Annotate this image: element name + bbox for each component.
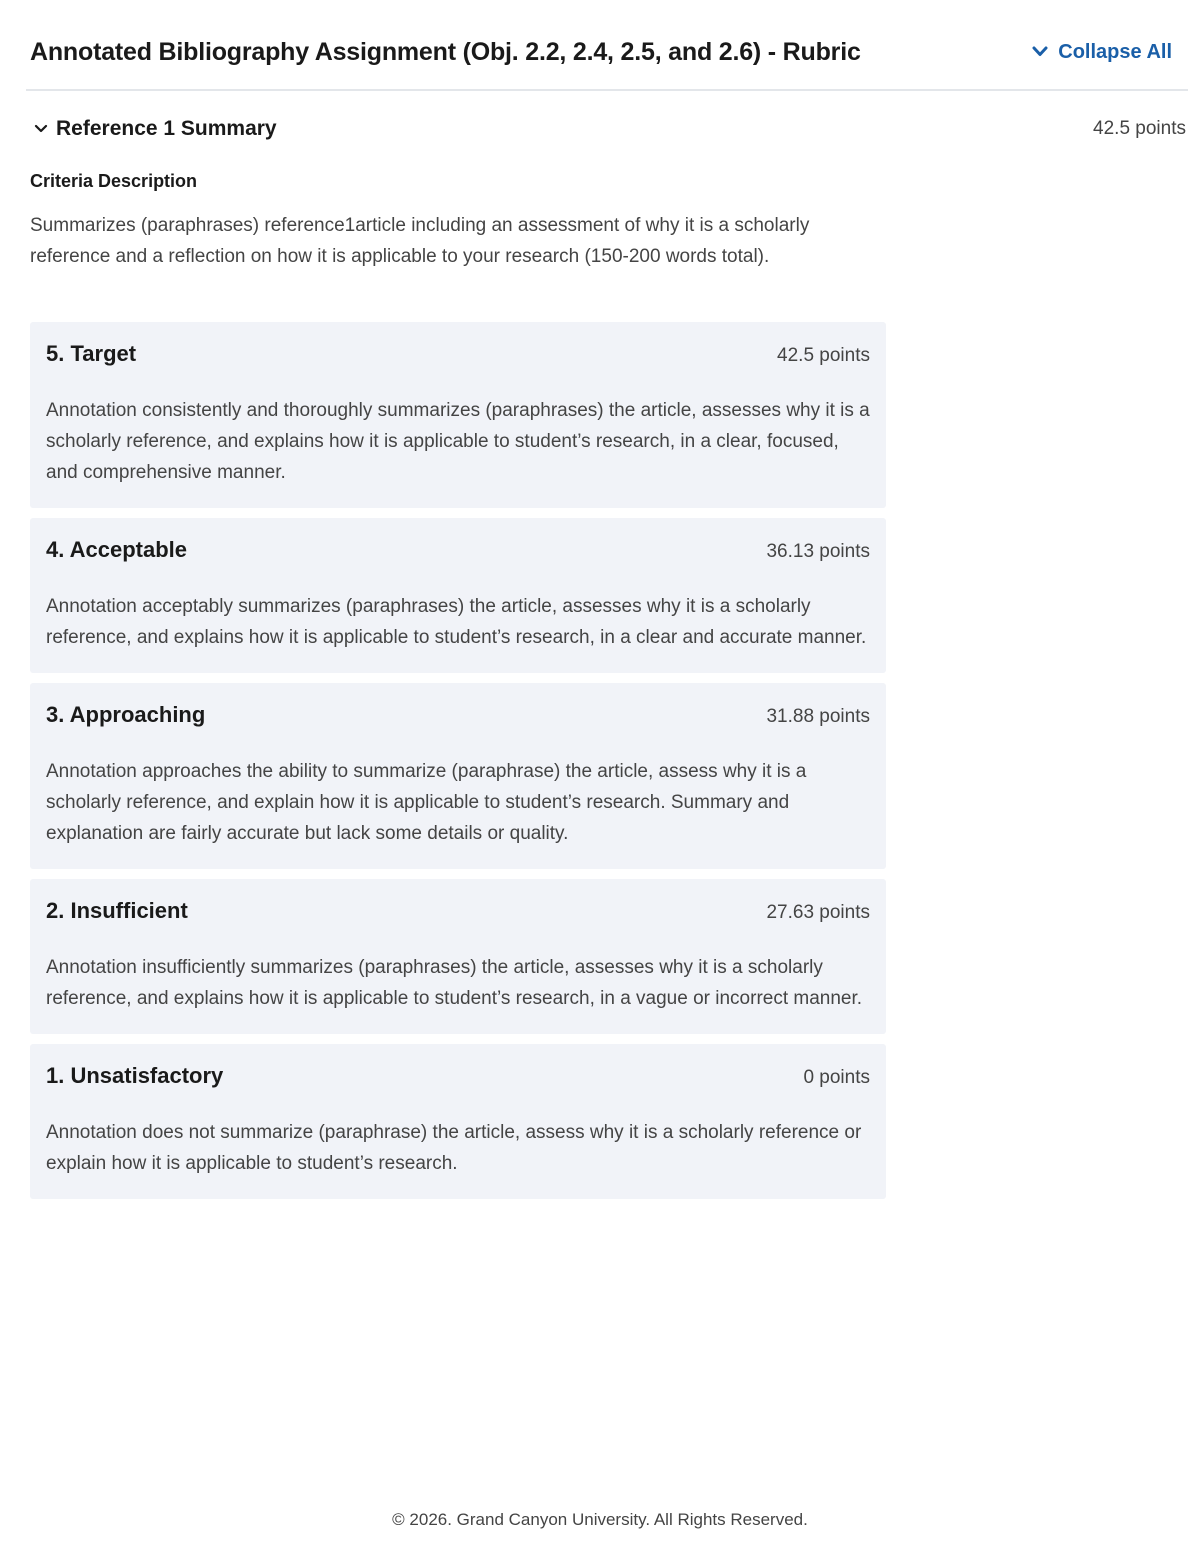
level-points: 27.63 points bbox=[766, 902, 870, 923]
rubric-header bbox=[30, 30, 1172, 74]
rubric-level-approaching bbox=[30, 683, 886, 869]
page-title: Annotated Bibliography Assignment (Obj. 2.2, 2.4, 2.5, and 2.6) - Rubric bbox=[30, 37, 861, 66]
rubric-level-insufficient bbox=[30, 879, 886, 1034]
criterion-title: Reference 1 Summary bbox=[56, 117, 277, 140]
rubric-level-acceptable bbox=[30, 518, 886, 673]
level-name: 4. Acceptable bbox=[46, 537, 188, 562]
level-name: 3. Approaching bbox=[46, 702, 206, 727]
level-points: 42.5 points bbox=[777, 345, 870, 366]
level-description: Annotation consistently and thoroughly summarizes (paraphrases) the article, assesses why it is a scholarly reference, and explains how it is applicable to student’s research, in a clear, focused, and comprehensive manner. bbox=[46, 400, 870, 483]
level-description: Annotation approaches the ability to summarize (paraphrase) the article, assess why it is a scholarly reference, and explain how it is applicable to student’s research. Summary and explanation are fairly accurate but lack some details or quality. bbox=[46, 761, 807, 844]
level-name: 1. Unsatisfactory bbox=[46, 1063, 224, 1088]
level-points: 31.88 points bbox=[766, 706, 870, 727]
chevron-down-icon bbox=[1032, 46, 1048, 58]
level-points: 0 points bbox=[803, 1067, 870, 1088]
level-description: Annotation insufficiently summarizes (paraphrases) the article, assesses why it is a scholarly reference, and explains how it is applicable to student’s research, in a vague or incorrect manner. bbox=[46, 957, 863, 1009]
criteria-description-label: Criteria Description bbox=[30, 171, 198, 191]
criteria-description-text: Summarizes (paraphrases) reference1article including an assessment of why it is a scholarly reference and a reflection on how it is applicable to your research (150-200 words total). bbox=[30, 215, 810, 267]
criterion-points: 42.5 points bbox=[1093, 118, 1186, 139]
rubric-levels bbox=[30, 322, 886, 1209]
level-name: 2. Insufficient bbox=[46, 898, 188, 923]
rubric-level-target bbox=[30, 322, 886, 508]
criterion-header bbox=[34, 112, 1186, 146]
criterion-toggle[interactable] bbox=[34, 117, 277, 141]
level-name: 5. Target bbox=[46, 341, 137, 366]
collapse-all-button[interactable] bbox=[1032, 41, 1172, 64]
level-points: 36.13 points bbox=[766, 541, 870, 562]
footer-copyright: © 2026. Grand Canyon University. All Rights Reserved. bbox=[392, 1510, 808, 1529]
chevron-down-icon bbox=[34, 124, 48, 134]
level-description: Annotation does not summarize (paraphrase) the article, assess why it is a scholarly reference or explain how it is applicable to student’s research. bbox=[46, 1122, 862, 1174]
header-divider bbox=[26, 89, 1188, 91]
level-description: Annotation acceptably summarizes (paraphrases) the article, assesses why it is a scholarly reference, and explains how it is applicable to student’s research, in a clear and accurate manner. bbox=[46, 596, 867, 648]
collapse-all-label: Collapse All bbox=[1058, 40, 1172, 63]
rubric-level-unsatisfactory bbox=[30, 1044, 886, 1199]
